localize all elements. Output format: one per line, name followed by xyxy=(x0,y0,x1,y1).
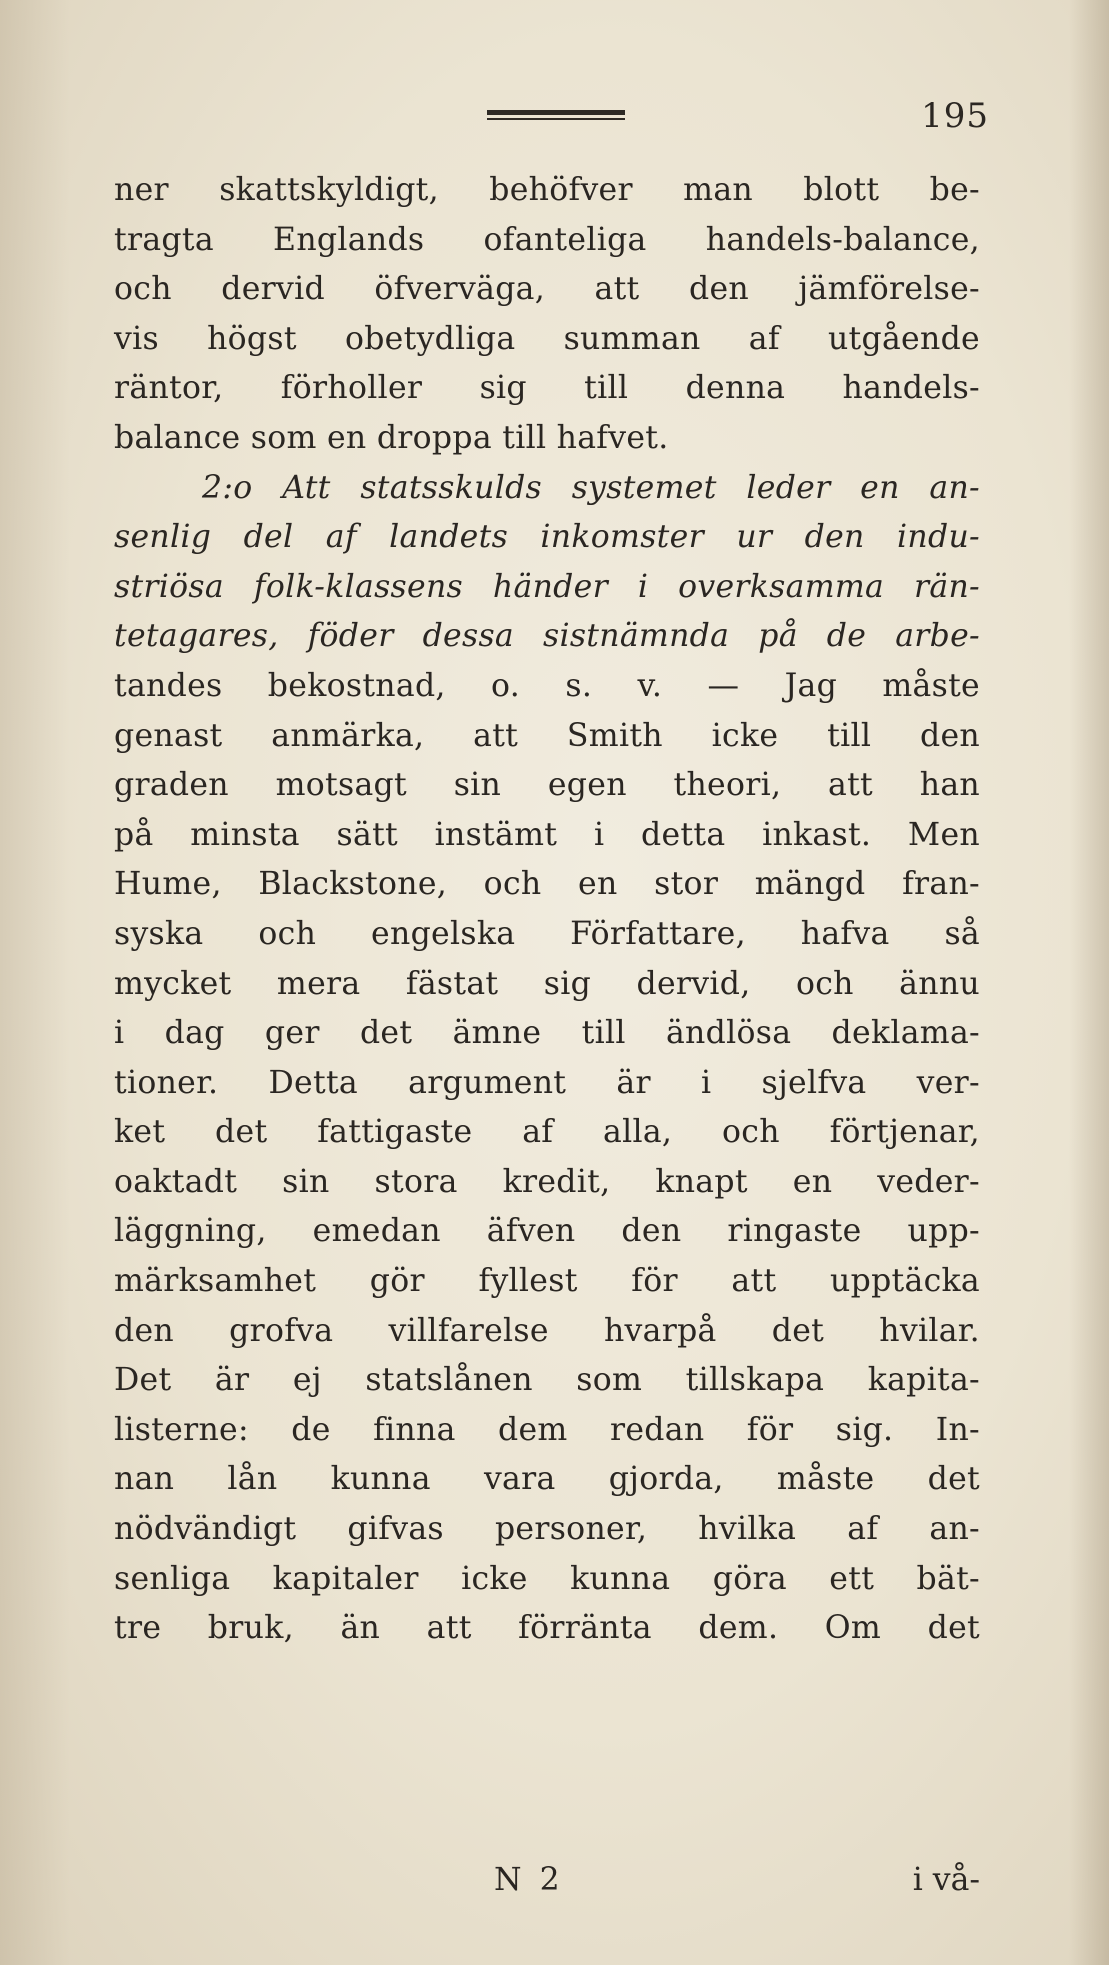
text-line: nödvändigt gifvas personer, hvilka af an- xyxy=(114,1511,980,1548)
text-line: vis högst obetydliga summan af utgående xyxy=(114,320,980,357)
text-line: balance som en droppa till hafvet. xyxy=(114,419,669,456)
text-line: genast anmärka, att Smith icke till den xyxy=(114,717,980,754)
text-line: senliga kapitaler icke kunna göra ett bät- xyxy=(114,1560,980,1597)
text-line: läggning, emedan äfven den ringaste upp- xyxy=(114,1213,980,1250)
header-rule-thick-line xyxy=(487,110,625,115)
text-line: tetagares, föder dessa sistnämnda på de arbe- xyxy=(114,618,980,655)
text-line: tioner. Detta argument är i sjelfva ver- xyxy=(114,1064,980,1101)
text-line: tandes bekostnad, o. s. v. — Jag måste xyxy=(114,667,980,704)
header-rule-thin-line xyxy=(487,118,625,120)
text-line: märksamhet gör fyllest för att upptäcka xyxy=(114,1263,980,1300)
text-line: oaktadt sin stora kredit, knapt en veder- xyxy=(114,1163,980,1200)
text-line: syska och engelska Författare, hafva så xyxy=(114,915,980,952)
text-line: striösa folk-klassens händer i overksamma rän- xyxy=(114,568,980,605)
text-line: Hume, Blackstone, och en stor mängd fran- xyxy=(114,866,980,903)
printer-signature-mark: N 2 xyxy=(494,1862,564,1898)
text-line: på minsta sätt instämt i detta inkast. Men xyxy=(114,816,980,853)
text-line: 2:o Att statsskulds systemet leder en an- xyxy=(202,469,980,506)
page-number: 195 xyxy=(921,96,989,136)
text-line: senlig del af landets inkomster ur den indu- xyxy=(114,519,980,556)
page-footer xyxy=(114,1862,980,1912)
header-ornament-rule xyxy=(487,110,625,120)
text-line: tre bruk, än att förränta dem. Om det xyxy=(114,1610,980,1647)
text-line: graden motsagt sin egen theori, att han xyxy=(114,767,980,804)
running-header xyxy=(0,96,1109,136)
text-line: Det är ej statslånen som tillskapa kapita- xyxy=(114,1362,980,1399)
main-text-block xyxy=(114,166,980,1654)
text-line: räntor, förholler sig till denna handels- xyxy=(114,370,980,407)
text-line: ket det fattigaste af alla, och förtjenar, xyxy=(114,1114,980,1151)
text-line: ner skattskyldigt, behöfver man blott be- xyxy=(114,172,980,208)
text-line: tragta Englands ofanteliga handels-balance, xyxy=(114,221,980,258)
text-line: nan lån kunna vara gjorda, måste det xyxy=(114,1461,980,1498)
catchword: i vå- xyxy=(912,1862,980,1898)
text-line: mycket mera fästat sig dervid, och ännu xyxy=(114,965,980,1002)
text-line: listerne: de finna dem redan för sig. In- xyxy=(114,1411,980,1448)
text-line: och dervid öfverväga, att den jämförelse- xyxy=(114,271,980,308)
text-line: den grofva villfarelse hvarpå det hvilar. xyxy=(114,1312,980,1349)
text-line: i dag ger det ämne till ändlösa deklama- xyxy=(114,1015,980,1052)
